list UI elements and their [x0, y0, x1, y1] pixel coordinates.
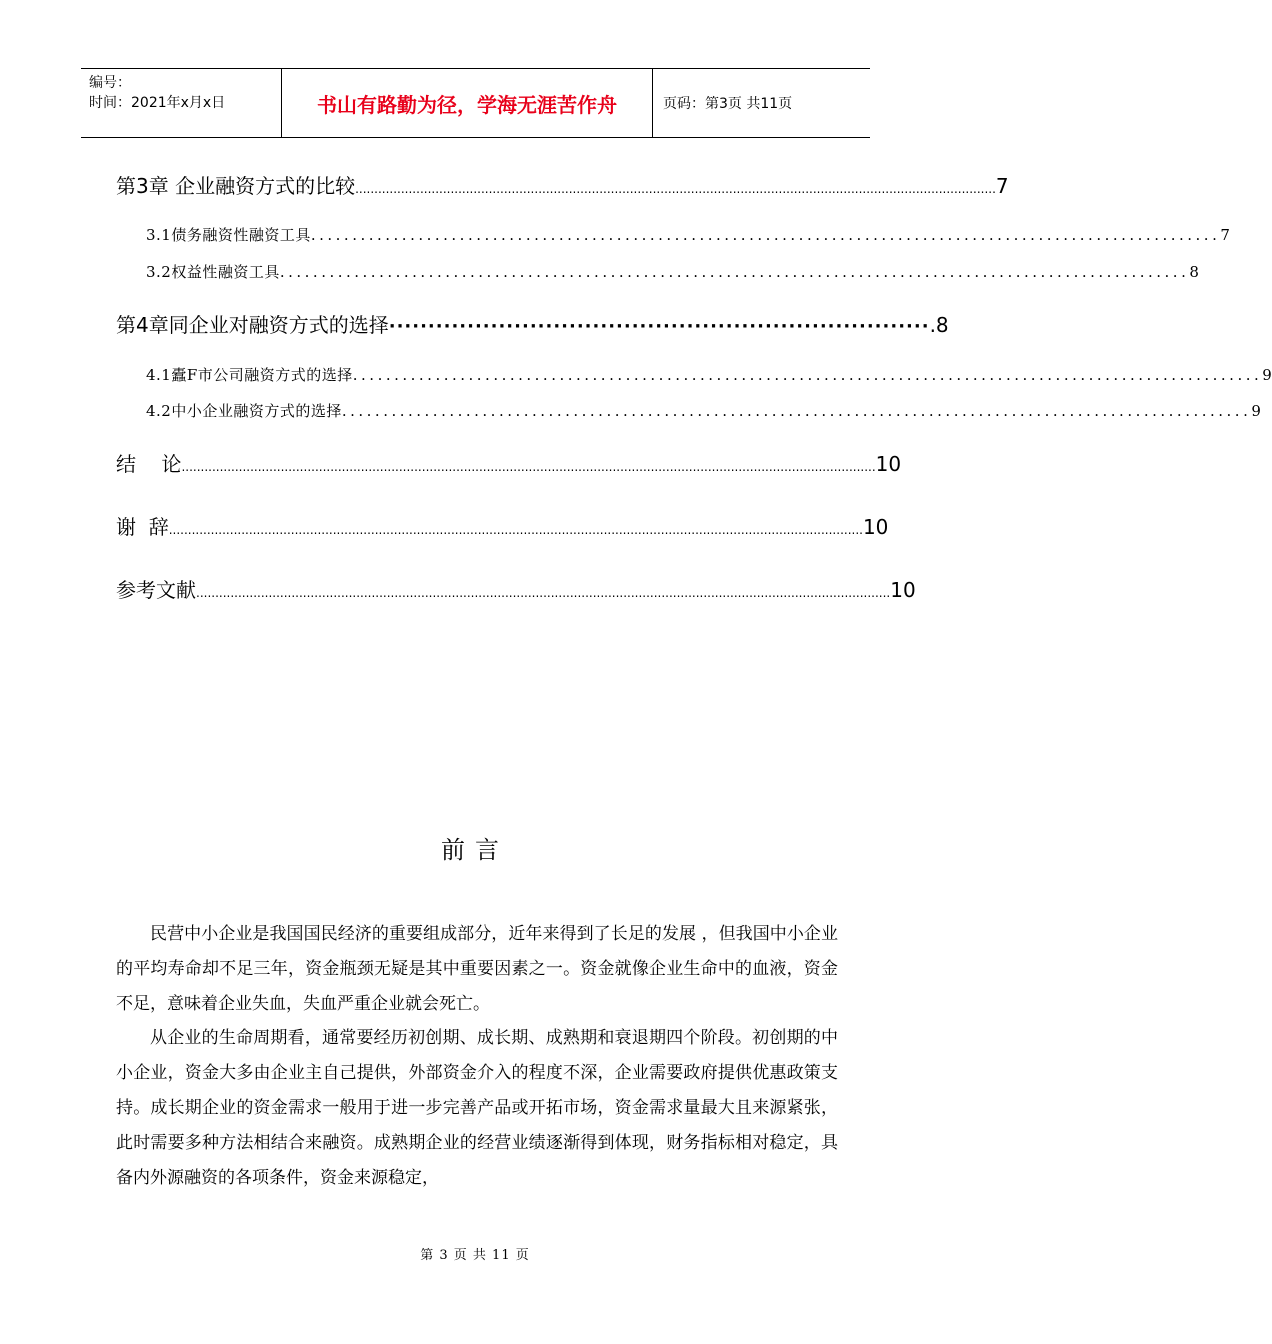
toc-leader: ......................................................................................................................................................................................	[196, 586, 891, 600]
toc-entry-label: 4.1蠹F市公司融资方式的选择	[146, 366, 353, 384]
toc-entry-page: 9	[1251, 402, 1262, 420]
header-meta	[81, 69, 281, 137]
toc-entry[interactable]	[116, 309, 949, 338]
toc-entry[interactable]	[116, 448, 902, 477]
section-body	[116, 917, 838, 1195]
toc-entry-page: 10	[875, 452, 902, 476]
toc-entry-label: 谢 辞	[116, 515, 169, 539]
header-page-info: 页码：第3页 共11页	[663, 96, 793, 112]
toc-leader: ·····································································	[388, 316, 930, 337]
toc-entry-label: 第4章同企业对融资方式的选择	[116, 313, 389, 337]
toc-entry-label: 参考文献	[116, 578, 196, 602]
toc-entry-label: 结 论	[116, 452, 182, 476]
toc-entry-label: 3.1债务融资性融资工具	[146, 226, 311, 244]
toc-entry-page: 8	[1189, 263, 1200, 281]
toc-entry[interactable]	[146, 224, 1231, 245]
toc-entry-page: .8	[929, 313, 949, 337]
toc-leader: ......................................................................................................................................................................................	[168, 523, 863, 537]
toc-leader: ..............................................................................................................	[279, 263, 1190, 281]
toc-entry-label: 第3章 企业融资方式的比较	[116, 174, 356, 198]
toc-entry[interactable]	[146, 261, 1200, 282]
toc-entry-label: 3.2权益性融资工具	[146, 263, 280, 281]
paragraph: 民营中小企业是我国国民经济的重要组成部分，近年来得到了长足的发展 ，但我国中小企业的平均寿命却不足三年，资金瓶颈无疑是其中重要因素之一。资金就像企业生命中的血液，资金不足，意味着企业失血，失血严重企业就会死亡。	[116, 924, 838, 1014]
section-title: 前言	[441, 836, 509, 864]
toc-entry-page: 10	[890, 578, 916, 602]
toc-entry[interactable]	[146, 364, 1272, 385]
toc-leader: ......................................................................................................................................................................................	[181, 460, 876, 474]
page-header	[81, 68, 870, 138]
toc-entry-label: 4.2中小企业融资方式的选择	[146, 402, 342, 420]
toc-entry-page: 9	[1262, 366, 1272, 384]
toc-entry[interactable]	[116, 170, 1009, 199]
toc-entry[interactable]	[116, 511, 889, 540]
toc-entry[interactable]	[116, 574, 916, 603]
toc-leader: ..............................................................................................................	[352, 366, 1263, 384]
header-time: 时间：2021年x月x日	[89, 95, 226, 111]
toc-leader: ..............................................................................................................	[341, 402, 1252, 420]
paragraph: 从企业的生命周期看，通常要经历初创期、成长期、成熟期和衰退期四个阶段。初创期的中小企业，资金大多由企业主自己提供，外部资金介入的程度不深，企业需要政府提供优惠政策支持。成长期企业的资金需求一般用于进一步完善产品或开拓市场，资金需求量最大且来源紧张，此时需要多种方法相结合来融资。成熟期企业的经营业绩逐渐得到体现，财务指标相对稳定，具备内外源融资的各项条件，资金来源稳定，	[116, 1028, 838, 1188]
toc-leader: ........................................................................................................................................................................	[355, 182, 996, 196]
toc-entry-page: 7	[1220, 226, 1231, 244]
toc-entry[interactable]	[146, 400, 1262, 421]
page-footer: 第 3 页 共 11 页	[420, 1248, 530, 1263]
header-motto: 书山有路勤为径，学海无涯苦作舟	[281, 69, 653, 137]
toc-leader: ..............................................................................................................	[310, 226, 1221, 244]
header-number: 编号：	[89, 75, 131, 91]
toc-entry-page: 7	[995, 174, 1009, 198]
toc-entry-page: 10	[862, 515, 889, 539]
